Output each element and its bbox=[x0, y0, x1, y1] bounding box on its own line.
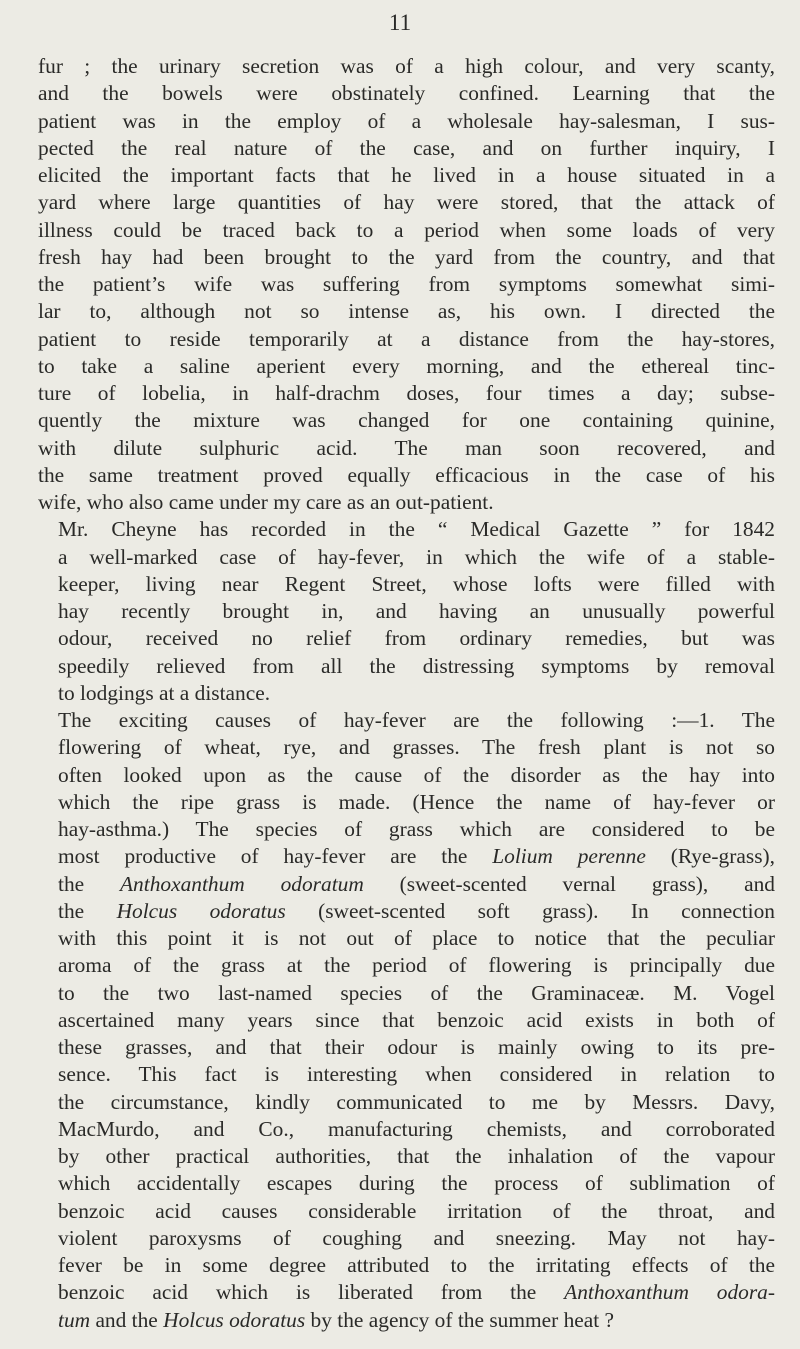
text-line: the same treatment proved equally efficacious in the case of his bbox=[38, 462, 775, 487]
page-number: 11 bbox=[388, 10, 412, 35]
text-line: tum and the Holcus odoratus by the agency of the summer heat ? bbox=[58, 1307, 615, 1332]
text-line: which the ripe grass is made. (Hence the name of hay-fever or bbox=[58, 789, 775, 814]
text-line: fur ; the urinary secretion was of a high colour, and very scanty, bbox=[38, 54, 775, 78]
body-text bbox=[38, 53, 775, 1334]
text-line: fever be in some degree attributed to the irritating effects of the bbox=[58, 1253, 775, 1277]
text-line: Mr. Cheyne has recorded in the “ Medical Gazette ” for 1842 bbox=[58, 517, 775, 542]
text-line: The exciting causes of hay-fever are the following :—1. The bbox=[58, 708, 775, 732]
text-line: violent paroxysms of coughing and sneezing. May not hay- bbox=[58, 1225, 775, 1250]
text-line: yard where large quantities of hay were stored, that the attack of bbox=[38, 190, 775, 215]
text-line: illness could be traced back to a period when some loads of very bbox=[38, 217, 775, 242]
text-line: pected the real nature of the case, and on further inquiry, I bbox=[38, 135, 775, 160]
text-line: and the bowels were obstinately confined. Learning that the bbox=[38, 81, 775, 106]
text-line: benzoic acid which is liberated from the Anthoxanthum odora- bbox=[58, 1280, 775, 1305]
text-line: these grasses, and that their odour is mainly owing to its pre- bbox=[58, 1035, 775, 1059]
text-line: hay-asthma.) The species of grass which are considered to be bbox=[58, 817, 775, 841]
paragraph bbox=[38, 707, 775, 1334]
text-line: with this point it is not out of place to notice that the peculiar bbox=[58, 926, 775, 950]
text-line: ture of lobelia, in half-drachm doses, four times a day; subse- bbox=[38, 381, 775, 405]
text-line: to take a saline aperient every morning, and the ethereal tinc- bbox=[38, 353, 775, 378]
text-line: sence. This fact is interesting when considered in relation to bbox=[58, 1062, 775, 1087]
text-line: ascertained many years since that benzoic acid exists in both of bbox=[58, 1007, 775, 1032]
text-line: aroma of the grass at the period of flowering is principally due bbox=[58, 953, 775, 978]
text-line: lar to, although not so intense as, his own. I directed the bbox=[38, 299, 775, 324]
text-line: odour, received no relief from ordinary remedies, but was bbox=[58, 626, 775, 651]
text-line: hay recently brought in, and having an unusually powerful bbox=[58, 599, 775, 623]
text-line: the Anthoxanthum odoratum (sweet-scented vernal grass), and bbox=[58, 871, 775, 896]
text-line: the Holcus odoratus (sweet-scented soft grass). In connection bbox=[58, 898, 776, 923]
text-line: to the two last-named species of the Graminaceæ. M. Vogel bbox=[58, 980, 775, 1005]
text-line: MacMurdo, and Co., manufacturing chemists, and corroborated bbox=[58, 1116, 775, 1141]
text-line: a well-marked case of hay-fever, in which the wife of a stable- bbox=[58, 544, 775, 569]
text-line: most productive of hay-fever are the Lolium perenne (Rye-grass), bbox=[58, 844, 775, 869]
paragraph bbox=[38, 516, 775, 707]
text-line: by other practical authorities, that the inhalation of the vapour bbox=[58, 1144, 775, 1168]
text-line: with dilute sulphuric acid. The man soon recovered, and bbox=[38, 435, 775, 460]
text-line: wife, who also came under my care as an out-patient. bbox=[38, 490, 494, 514]
text-line: patient to reside temporarily at a distance from the hay-stores, bbox=[38, 326, 775, 351]
paragraph bbox=[38, 53, 775, 516]
text-line: quently the mixture was changed for one containing quinine, bbox=[38, 408, 775, 433]
text-line: the patient’s wife was suffering from symptoms somewhat simi- bbox=[38, 272, 775, 296]
text-line: to lodgings at a distance. bbox=[58, 680, 271, 705]
text-line: elicited the important facts that he lived in a house situated in a bbox=[38, 163, 775, 187]
text-line: keeper, living near Regent Street, whose lofts were filled with bbox=[58, 571, 775, 596]
text-line: flowering of wheat, rye, and grasses. The fresh plant is not so bbox=[58, 735, 775, 760]
text-line: the circumstance, kindly communicated to me by Messrs. Davy, bbox=[58, 1089, 775, 1114]
text-line: speedily relieved from all the distressing symptoms by removal bbox=[58, 653, 775, 678]
text-line: benzoic acid causes considerable irritation of the throat, and bbox=[58, 1198, 775, 1223]
text-line: patient was in the employ of a wholesale hay-salesman, I sus- bbox=[38, 108, 775, 133]
text-line: often looked upon as the cause of the disorder as the hay into bbox=[58, 762, 775, 787]
text-line: fresh hay had been brought to the yard from the country, and that bbox=[38, 244, 775, 269]
text-line: which accidentally escapes during the process of sublimation of bbox=[58, 1171, 775, 1196]
